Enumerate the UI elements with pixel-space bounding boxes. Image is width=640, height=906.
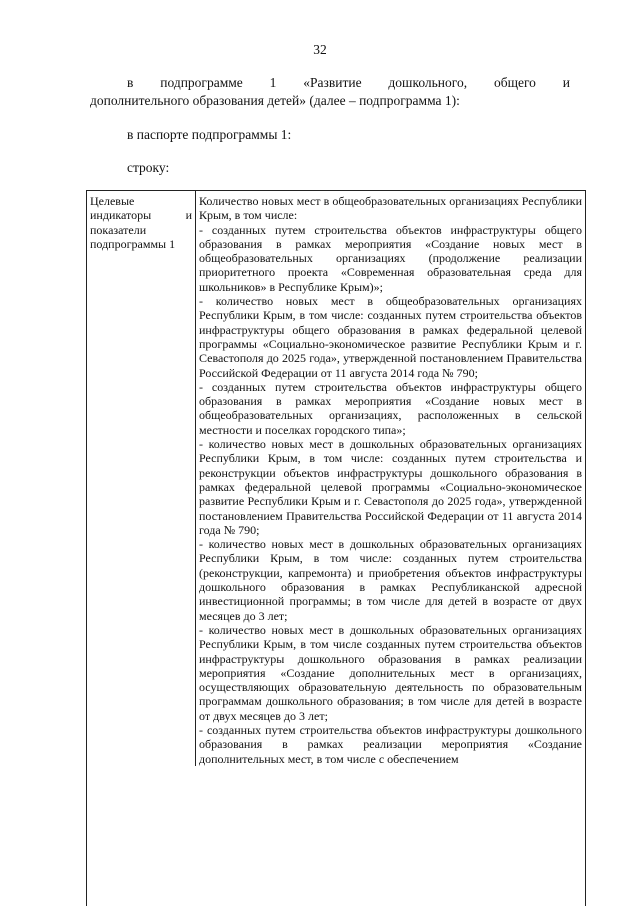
content-cell bbox=[196, 191, 586, 766]
intro-paragraph bbox=[90, 74, 570, 110]
label-line: показатели bbox=[90, 222, 147, 237]
indicator-item: - созданных путем строительства объектов инфраструктуры общего образования в рамках мероприятия «Создание новых мест в общеобразовательных организациях, расположенных в сельской местности и поселках городского типа»; bbox=[199, 379, 582, 437]
passport-paragraph: в паспорте подпрограммы 1: bbox=[127, 127, 292, 142]
intro-line-2: дополнительного образования детей» (далее – подпрограмма 1): bbox=[90, 93, 460, 108]
label-word: индикаторы bbox=[90, 208, 152, 223]
label-line: Целевые bbox=[90, 194, 135, 208]
label-word: и bbox=[185, 208, 192, 223]
label-cell bbox=[87, 191, 196, 766]
indicator-item: - количество новых мест в дошкольных образовательных организациях Республики Крым, в том числе созданных путем строительства объектов инфраструктуры дошкольного образования в рамках реализации мероприятия «Создание дополнительных мест в организациях, осуществляющих образовательную деятельность по образовательным программам дошкольного образования; в том числе для детей в возрасте от двух месяцев до 3 лет; bbox=[199, 622, 582, 723]
indicator-item: - созданных путем строительства объектов инфраструктуры общего образования в рамках мероприятия «Создание новых мест в общеобразовательных организациях (продолжение реализации приоритетного проекта «Современная образовательная среда для школьников» в Республике Крым)»; bbox=[199, 222, 582, 294]
indicator-item: - количество новых мест в дошкольных образовательных организациях Республики Крым, в том числе: созданных путем строительства и реконструкции объектов инфраструктуры дошкольного образования в рамках федеральной целевой программы «Социально-экономическое развитие Республики Крым и г. Севастополя до 2025 года», утвержденной постановлением Правительства Российской Федерации от 11 августа 2014 года № 790; bbox=[199, 437, 582, 537]
label-line bbox=[90, 208, 192, 222]
label-line: подпрограммы 1 bbox=[90, 236, 176, 251]
indicator-item: - количество новых мест в общеобразовательных организациях Республики Крым, в том числе: созданных путем строительства объектов инфраструктуры общего образования в рамках федеральной целевой программы «Социально-экономическое развитие Республики Крым и г. Севастополя до 2025 года», утвержденной постановлением Правительства Российской Федерации от 11 августа 2014 года № 790; bbox=[199, 294, 582, 380]
indicator-item: - созданных путем строительства объектов инфраструктуры дошкольного образования в рамках реализации мероприятия «Создание дополнительных мест, в том числе с обеспечением bbox=[199, 722, 582, 766]
row-paragraph: строку: bbox=[127, 160, 170, 175]
intro-line-1: в подпрограмме 1 «Развитие дошкольного, общего и bbox=[127, 75, 570, 90]
indicators-table bbox=[86, 190, 586, 906]
page-number: 32 bbox=[313, 42, 327, 57]
indicator-item: Количество новых мест в общеобразовательных организациях Республики Крым, в том числе: bbox=[199, 194, 582, 223]
indicator-item: - количество новых мест в дошкольных образовательных организациях Республики Крым, в том числе: созданных путем строительства (реконструкции, капремонта) и приобретения объектов инфраструктуры дошкольного образования в рамках Республиканской адресной инвестиционной программы; в том числе для детей в возрасте от двух месяцев до 3 лет; bbox=[199, 537, 582, 623]
table-row bbox=[87, 191, 585, 766]
indicators-table-grid bbox=[87, 191, 585, 766]
